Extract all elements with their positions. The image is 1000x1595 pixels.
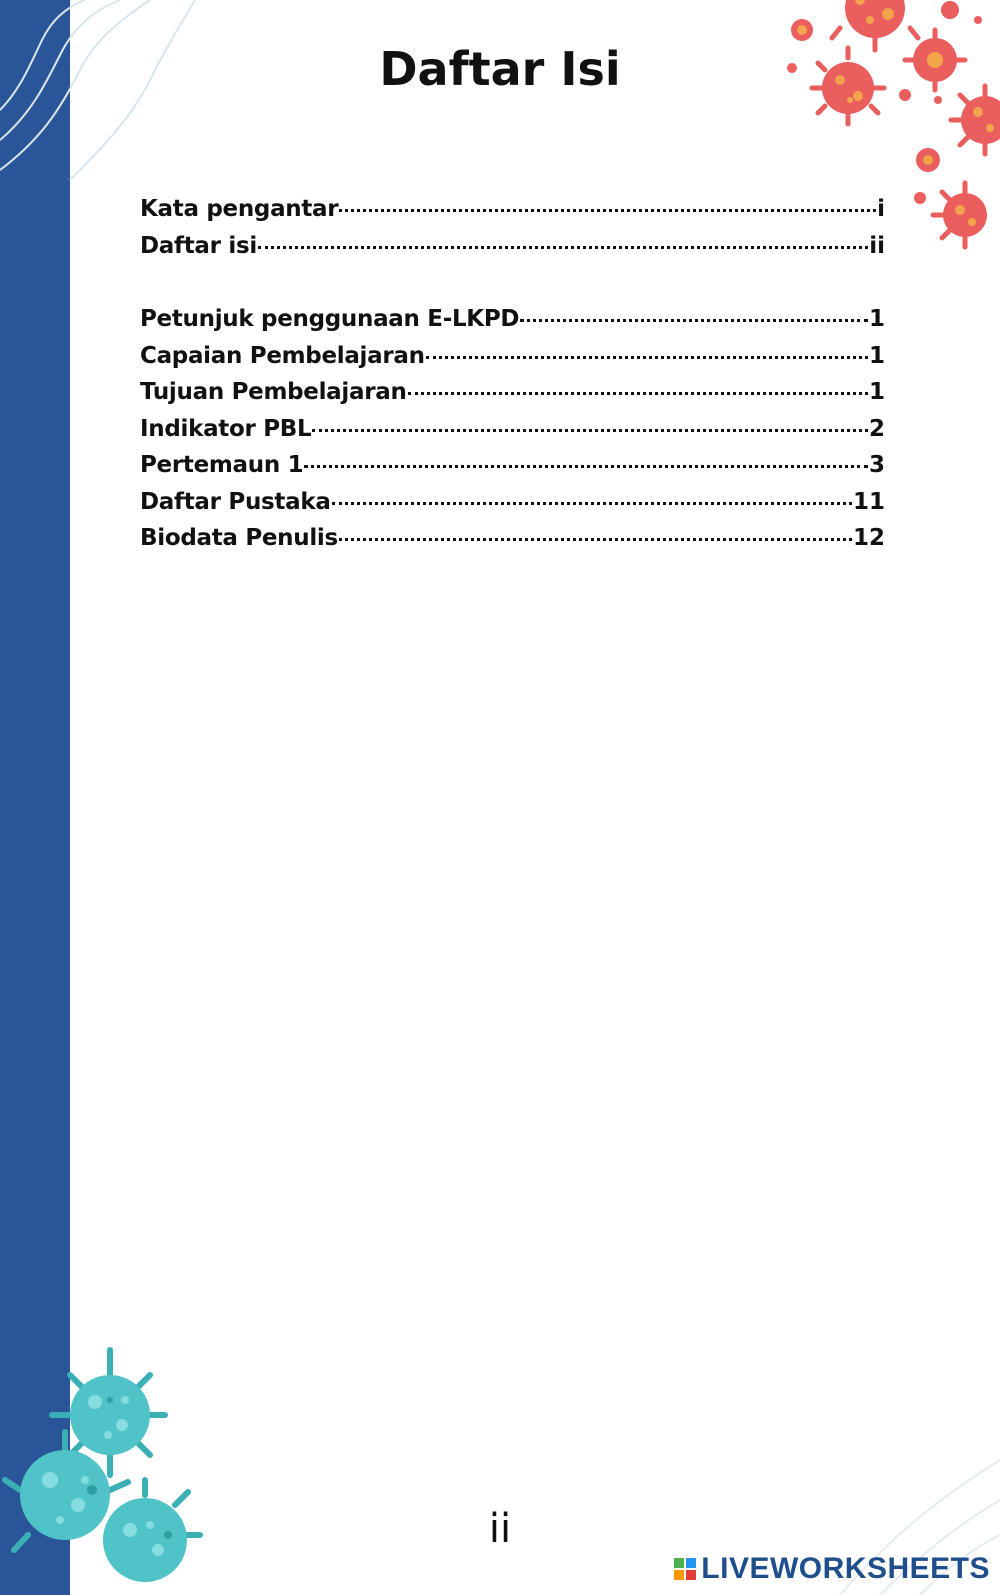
toc-leader-dots [312,429,868,432]
toc-leader-dots [339,538,852,541]
toc-label: Capaian Pembelajaran [140,342,425,369]
toc-label: Daftar isi [140,232,257,259]
toc-page-number: 1 [868,379,885,405]
toc-row-daftar-pustaka[interactable] [140,489,885,526]
toc-row-indikator[interactable] [140,416,885,453]
toc-label: Pertemaun 1 [140,452,304,478]
toc-leader-dots [332,502,852,505]
toc-row-capaian[interactable] [140,343,885,380]
teal-virus-cluster-icon [0,1340,220,1595]
toc-leader-dots [304,465,868,468]
toc-page-number: 1 [868,306,885,332]
toc-page-number: 1 [868,342,885,369]
toc-leader-dots [339,209,876,212]
page-title: Daftar Isi [379,42,621,96]
toc-leader-dots [426,356,868,359]
liveworksheets-logo-icon [674,1558,696,1580]
toc-leader-dots [520,319,868,322]
toc-page-number: 3 [868,452,885,478]
toc-label: Kata pengantar [140,196,339,222]
toc-row-tujuan[interactable] [140,379,885,416]
toc-leader-dots [258,246,868,249]
toc-row-daftar-isi[interactable] [140,233,885,270]
toc-row-kata-pengantar[interactable] [140,196,885,233]
page-number: ii [488,1506,512,1552]
table-of-contents [140,196,885,562]
toc-label: Indikator PBL [140,415,312,442]
toc-label: Daftar Pustaka [140,488,331,515]
liveworksheets-watermark[interactable] [674,1552,990,1586]
toc-row-biodata[interactable] [140,525,885,562]
toc-page-number: i [877,196,885,222]
toc-row-petunjuk[interactable] [140,306,885,343]
toc-leader-dots [408,392,868,395]
toc-label: Biodata Penulis [140,525,338,551]
toc-page-number: 12 [852,525,885,551]
toc-page-number: 2 [868,415,885,442]
toc-page-number: ii [869,232,885,259]
toc-label: Tujuan Pembelajaran [140,379,407,405]
toc-row-pertemaun[interactable] [140,452,885,489]
toc-page-number: 11 [852,488,885,515]
toc-label: Petunjuk penggunaan E-LKPD [140,306,520,332]
watermark-text: LIVEWORKSHEETS [701,1552,990,1585]
